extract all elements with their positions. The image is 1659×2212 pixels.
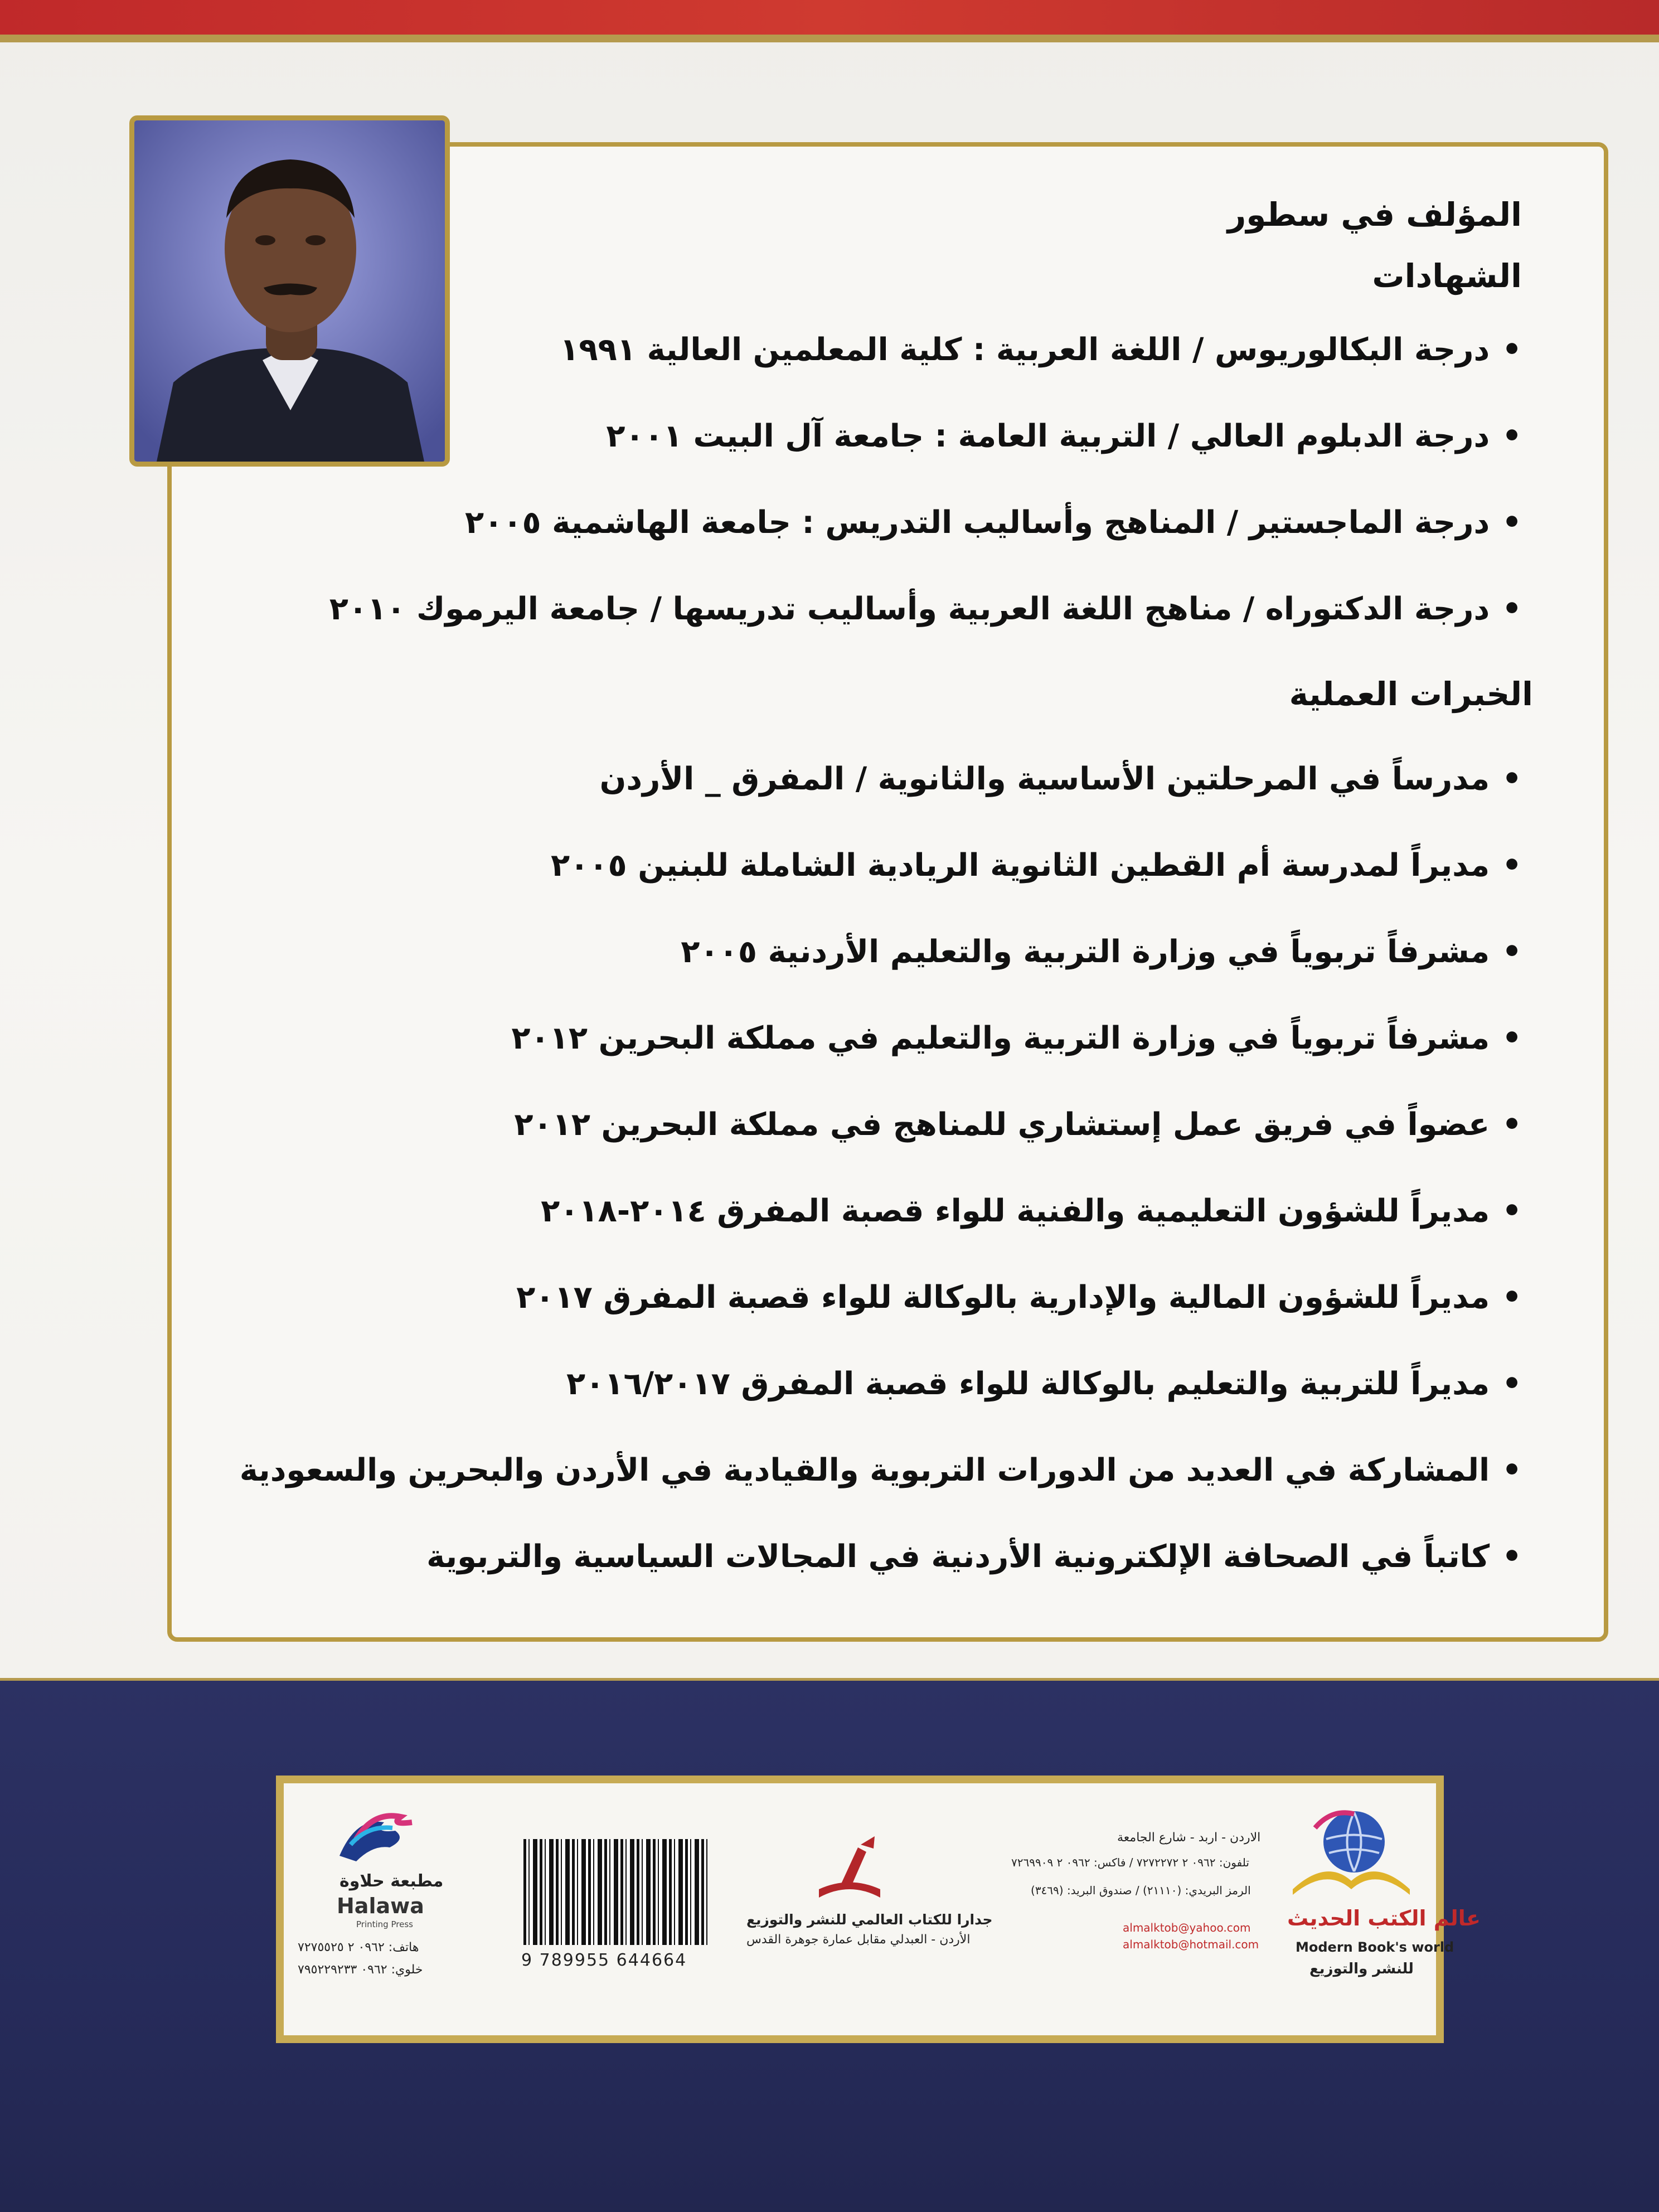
publisher-address: الاردن - اربد - شارع الجامعة <box>1117 1831 1261 1845</box>
experience-item: •مديراً للتربية والتعليم بالوكالة للواء قصبة المفرق ٢٠١٦/٢٠١٧ <box>566 1366 1522 1402</box>
publisher-phone: تلفون: ٠٩٦٢ ٢ ٧٢٧٢٢٧٢ / فاكس: ٠٩٦٢ ٢ ٧٢٦٩٩٠٩ <box>1011 1856 1249 1869</box>
distributor-logo-icon <box>808 1831 891 1903</box>
experience-item: •مدرساً في المرحلتين الأساسية والثانوية / المفرق _ الأردن <box>599 761 1522 797</box>
isbn-number: 9 789955 644664 <box>518 1951 690 1970</box>
isbn-barcode <box>523 1839 707 1945</box>
certificate-item: •درجة البكالوريوس / اللغة العربية : كلية المعلمين العالية ١٩٩١ <box>560 332 1522 368</box>
experience-item: •عضواً في فريق عمل إستشاري للمناهج في مملكة البحرين ٢٠١٢ <box>514 1107 1522 1143</box>
experience-item: •مديراً للشؤون التعليمية والفنية للواء قصبة المفرق ٢٠١٤-٢٠١٨ <box>541 1193 1522 1229</box>
experience-item: •مديراً للشؤون المالية والإدارية بالوكالة للواء قصبة المفرق ٢٠١٧ <box>516 1279 1522 1316</box>
certificate-item: •درجة الماجستير / المناهج وأساليب التدريس : جامعة الهاشمية ٢٠٠٥ <box>464 505 1522 541</box>
top-red-band <box>0 0 1659 39</box>
experience-item: •مشرفاً تربوياً في وزارة التربية والتعليم في مملكة البحرين ٢٠١٢ <box>511 1020 1522 1056</box>
certificate-item: •درجة الدكتوراه / مناهج اللغة العربية وأساليب تدريسها / جامعة اليرموك ٢٠١٠ <box>329 591 1522 627</box>
publisher-email-2: almalktob@hotmail.com <box>1123 1938 1259 1951</box>
printer-mobile: خلوي: ٠٩٦٢ ٧٩٥٢٢٩٢٣٣ <box>298 1963 423 1977</box>
publisher-name-ar: للنشر والتوزيع <box>1309 1961 1414 1977</box>
publisher-name-en: Modern Book's world <box>1296 1939 1454 1955</box>
printer-phone: هاتف: ٠٩٦٢ ٢ ٧٢٧٥٥٢٥ <box>298 1941 419 1954</box>
experience-item: •مديراً لمدرسة أم القطين الثانوية الريادية الشاملة للبنين ٢٠٠٥ <box>551 847 1522 884</box>
printer-sub-en: Printing Press <box>356 1919 413 1929</box>
printer-name-ar: مطبعة حلاوة <box>339 1871 444 1891</box>
certificate-item: •درجة الدبلوم العالي / التربية العامة : جامعة آل البيت ٢٠٠١ <box>606 418 1522 454</box>
experience-item: •مشرفاً تربوياً في وزارة التربية والتعليم الأردنية ٢٠٠٥ <box>681 934 1522 970</box>
experience-item: •كاتباً في الصحافة الإلكترونية الأردنية في المجالات السياسية والتربوية <box>426 1539 1522 1575</box>
publisher-panel <box>276 1776 1481 2043</box>
top-gold-line <box>0 35 1659 42</box>
printer-logo-icon <box>334 1806 418 1867</box>
bio-title: المؤلف في سطور <box>1227 196 1522 234</box>
experience-heading: الخبرات العملية <box>1289 675 1533 713</box>
experience-item: •المشاركة في العديد من الدورات التربوية والقيادية في الأردن والبحرين والسعودية <box>239 1452 1522 1488</box>
distributor-address: الأردن - العبدلي مقابل عمارة جوهرة القدس <box>746 1933 971 1947</box>
certificates-heading: الشهادات <box>1372 257 1522 295</box>
bio-content <box>239 184 1566 1600</box>
distributor-name: جدارا للكتاب العالمي للنشر والتوزيع <box>746 1912 993 1928</box>
publisher-email-1: almalktob@yahoo.com <box>1123 1921 1251 1934</box>
publisher-postal: الرمز البريدي: (٢١١١٠) / صندوق البريد: (٣٤٦٩) <box>1031 1884 1251 1897</box>
publisher-globe-book-logo-icon <box>1282 1806 1421 1900</box>
printer-name-en: Halawa <box>337 1894 424 1918</box>
publisher-logo-ar: عالم الكتب الحديث <box>1287 1906 1481 1930</box>
